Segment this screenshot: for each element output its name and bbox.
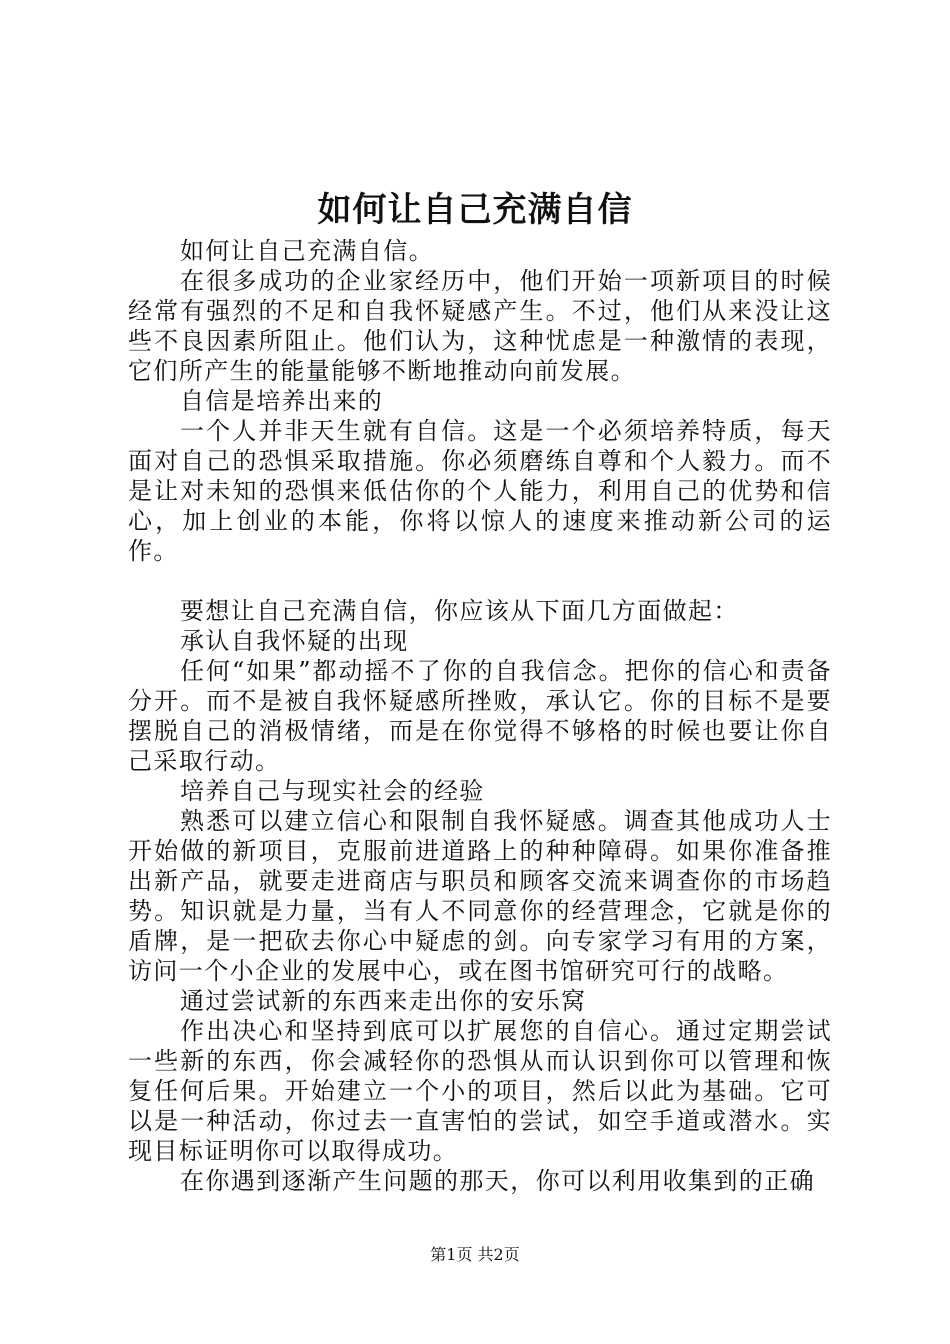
paragraph: 熟悉可以建立信心和限制自我怀疑感。调查其他成功人士开始做的新项目，克服前进道路上的种种障碍。如果你准备推出新产品，就要走进商店与职员和顾客交流来调查你的市场趋势。知识就是力量，当有人不同意你的经营理念，它就是你的盾牌，是一把砍去你心中疑虑的剑。向专家学习有用的方案，访问一个小企业的发展中心，或在图书馆研究可行的战略。 (128, 807, 832, 985)
document-body (128, 236, 832, 1196)
page-footer: 第1页 共2页 (430, 1245, 520, 1264)
paragraph: 任何“如果”都动摇不了你的自我信念。把你的信心和责备分开。而不是被自我怀疑感所挫败，承认它。你的目标不是要摆脱自己的消极情绪，而是在你觉得不够格的时候也要让你自己采取行动。 (128, 657, 832, 775)
section-heading: 自信是培养出来的 (180, 387, 384, 415)
section-heading: 承认自我怀疑的出现 (180, 627, 409, 655)
paragraph: 在你遇到逐渐产生问题的那天，你可以利用收集到的正确 (180, 1167, 815, 1195)
paragraph: 一个人并非天生就有自信。这是一个必须培养特质，每天面对自己的恐惧采取措施。你必须磨练自尊和个人毅力。而不是让对未知的恐惧来低估你的个人能力，利用自己的优势和信心，加上创业的本能，你将以惊人的速度来推动新公司的运作。 (128, 417, 832, 565)
paragraph: 作出决心和坚持到底可以扩展您的自信心。通过定期尝试一些新的东西，你会减轻你的恐惧从而认识到你可以管理和恢复任何后果。开始建立一个小的项目，然后以此为基础。它可以是一种活动，你过去一直害怕的尝试，如空手道或潜水。实现目标证明你可以取得成功。 (128, 1017, 832, 1165)
paragraph: 要想让自己充满自信，你应该从下面几方面做起： (180, 597, 739, 625)
paragraph: 如何让自己充满自信。 (180, 237, 434, 265)
section-heading: 通过尝试新的东西来走出你的安乐窝 (180, 987, 587, 1015)
paragraph: 在很多成功的企业家经历中，他们开始一项新项目的时候经常有强烈的不足和自我怀疑感产生。不过，他们从来没让这些不良因素所阻止。他们认为，这种忧虑是一种激情的表现，它们所产生的能量能够不断地推动向前发展。 (128, 267, 832, 385)
document-title: 如何让自己充满自信 (317, 190, 633, 230)
section-heading: 培养自己与现实社会的经验 (180, 777, 485, 805)
